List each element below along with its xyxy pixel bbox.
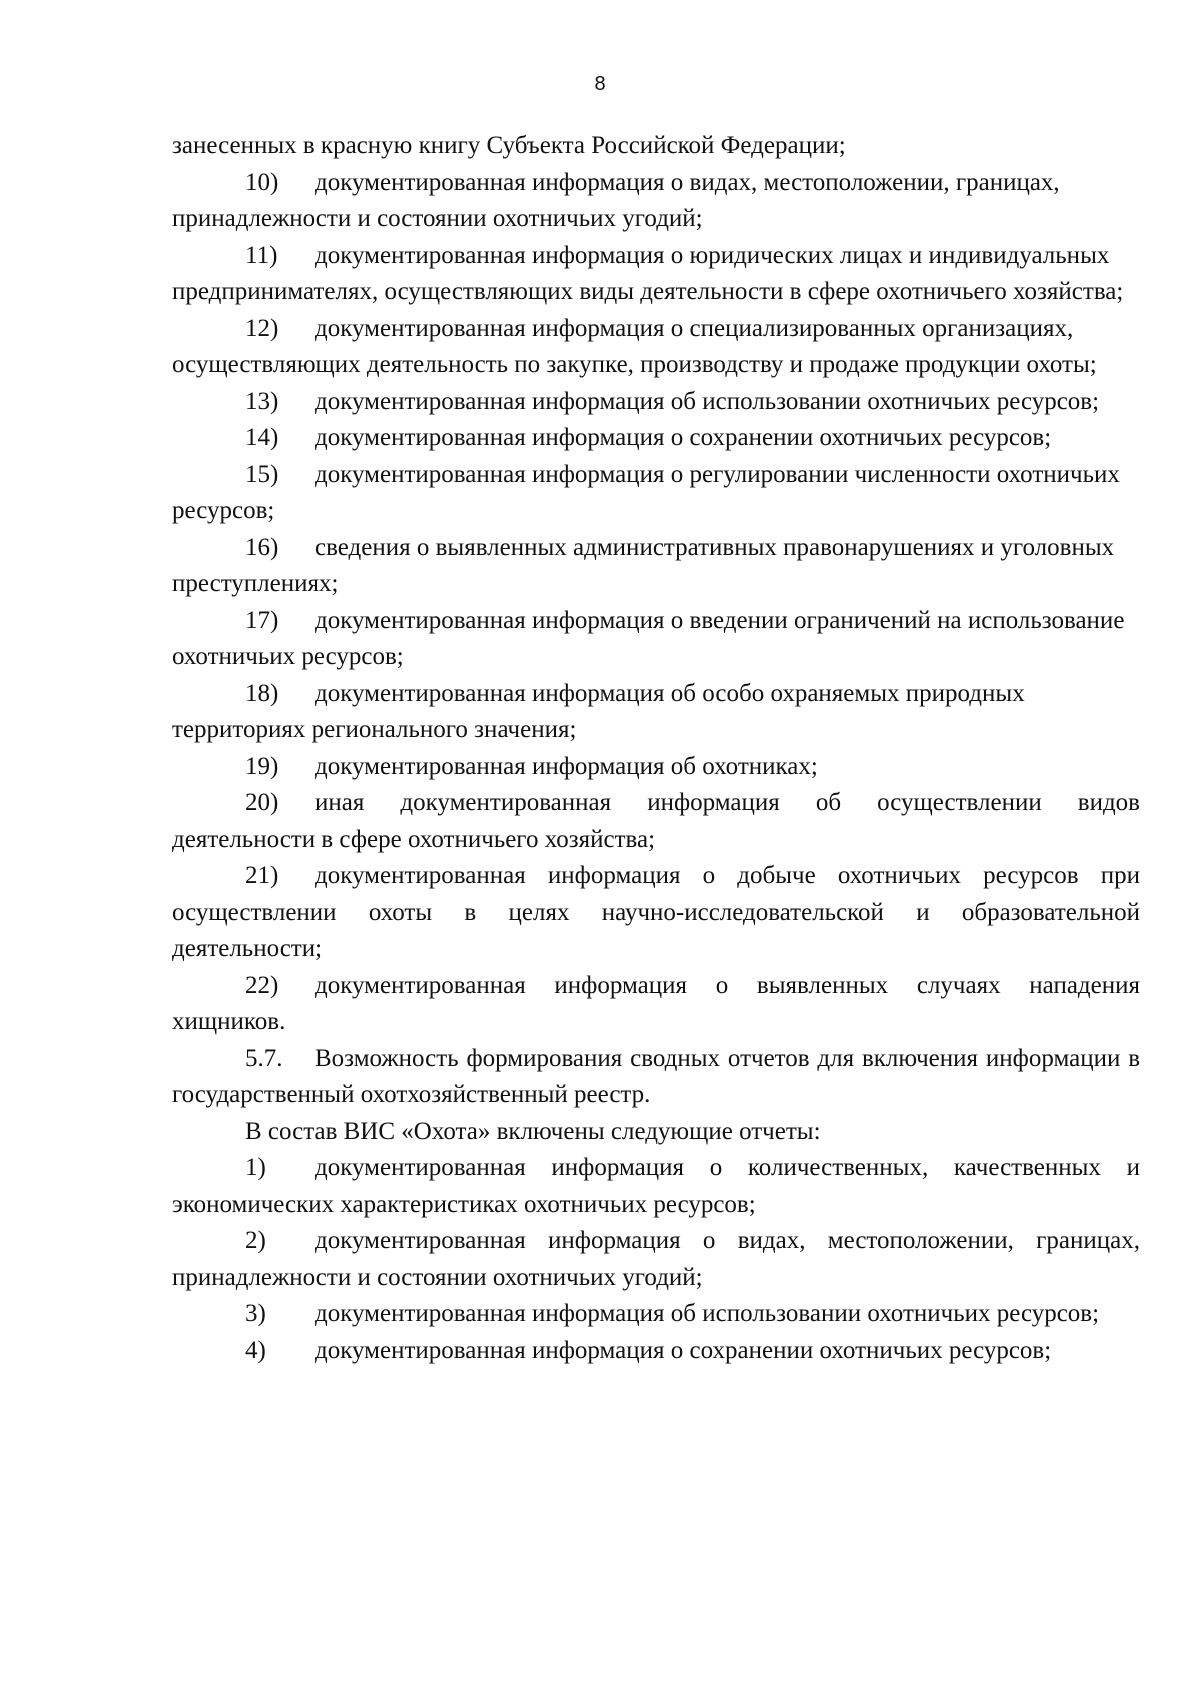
list-item-22 (172, 968, 1140, 1041)
list-item-14 (172, 420, 1140, 457)
item-number: 11) (245, 241, 278, 269)
report-item-2 (172, 1223, 1140, 1296)
item-number: 22) (245, 971, 279, 999)
report-item-3 (172, 1296, 1140, 1333)
item-number: 19) (245, 752, 279, 780)
item-text: документированная информация об охотниках; (315, 752, 818, 780)
item-text: документированная информация о видах, местоположении, границах, принадлежности и состоянии охотничьих угодий; (172, 168, 1060, 232)
reports-intro: В состав ВИС «Охота» включены следующие отчеты: (245, 1117, 821, 1145)
item-text: документированная информация о юридических лицах и индивидуальных предпринимателях, осуществляющих виды деятельности в сфере охотничьего хозяйства; (172, 241, 1124, 305)
item-number: 14) (245, 424, 279, 451)
list-item-20 (172, 785, 1140, 858)
item-number: 17) (245, 606, 279, 634)
item-text: документированная информация об использовании охотничьих ресурсов; (315, 387, 1100, 415)
list-item-15 (172, 457, 1140, 530)
item-number: 15) (245, 460, 279, 488)
item-text: документированная информация об особо охраняемых природных территориях регионального значения; (172, 679, 1025, 743)
item-text: документированная информация о видах, местоположении, границах, принадлежности и состоянии охотничьих угодий; (172, 1227, 1140, 1291)
section-5-7 (172, 1041, 1140, 1114)
item-text: документированная информация о введении ограничений на использование охотничьих ресурсов; (172, 606, 1125, 670)
item-number: 16) (245, 533, 279, 561)
item-number: 1) (245, 1154, 266, 1181)
list-item-16 (172, 530, 1140, 603)
item-text: иная документированная информация об осуществлении видов деятельности в сфере охотничьего хозяйства; (172, 789, 1140, 853)
item-text: документированная информация о сохранении охотничьих ресурсов; (315, 424, 1052, 451)
list-item-12 (172, 311, 1140, 384)
list-item-10 (172, 165, 1140, 238)
item-number: 12) (245, 314, 279, 342)
list-item-13 (172, 384, 1140, 421)
page-number: 8 (594, 73, 606, 95)
section-number: 5.7. (245, 1044, 283, 1072)
item-text: документированная информация о регулировании численности охотничьих ресурсов; (172, 460, 1120, 524)
item-number: 21) (245, 862, 279, 889)
paragraph-continuation: занесенных в красную книгу Субъекта Российской Федерации; (172, 132, 846, 159)
item-number: 20) (245, 789, 279, 816)
list-item-19 (172, 749, 1140, 786)
section-text: Возможность формирования сводных отчетов для включения информации в государственный охотхозяйственный реестр. (172, 1044, 1140, 1108)
list-item-18 (172, 676, 1140, 749)
item-number: 13) (245, 387, 279, 415)
item-number: 4) (245, 1336, 266, 1364)
report-item-4 (172, 1333, 1140, 1370)
item-text: документированная информация о добыче охотничьих ресурсов при осуществлении охоты в целях научно-исследовательской и образовательной деятельности; (172, 862, 1140, 962)
item-text: документированная информация о количественных, качественных и экономических характеристиках охотничьих ресурсов; (172, 1154, 1140, 1218)
item-text: документированная информация о сохранении охотничьих ресурсов; (315, 1336, 1052, 1364)
document-body (172, 128, 1140, 1369)
list-item-11 (172, 238, 1140, 311)
item-text: документированная информация об использовании охотничьих ресурсов; (315, 1300, 1100, 1327)
item-text: документированная информация о выявленных случаях нападения хищников. (172, 971, 1140, 1035)
item-number: 3) (245, 1300, 266, 1327)
list-item-21 (172, 858, 1140, 968)
item-text: документированная информация о специализированных организациях, осуществляющих деятельность по закупке, производству и продаже продукции охоты; (172, 314, 1097, 378)
item-number: 2) (245, 1227, 266, 1254)
item-number: 18) (245, 679, 279, 707)
report-item-1 (172, 1150, 1140, 1223)
list-item-17 (172, 603, 1140, 676)
item-number: 10) (245, 168, 279, 196)
item-text: сведения о выявленных административных правонарушениях и уголовных преступлениях; (172, 533, 1115, 597)
